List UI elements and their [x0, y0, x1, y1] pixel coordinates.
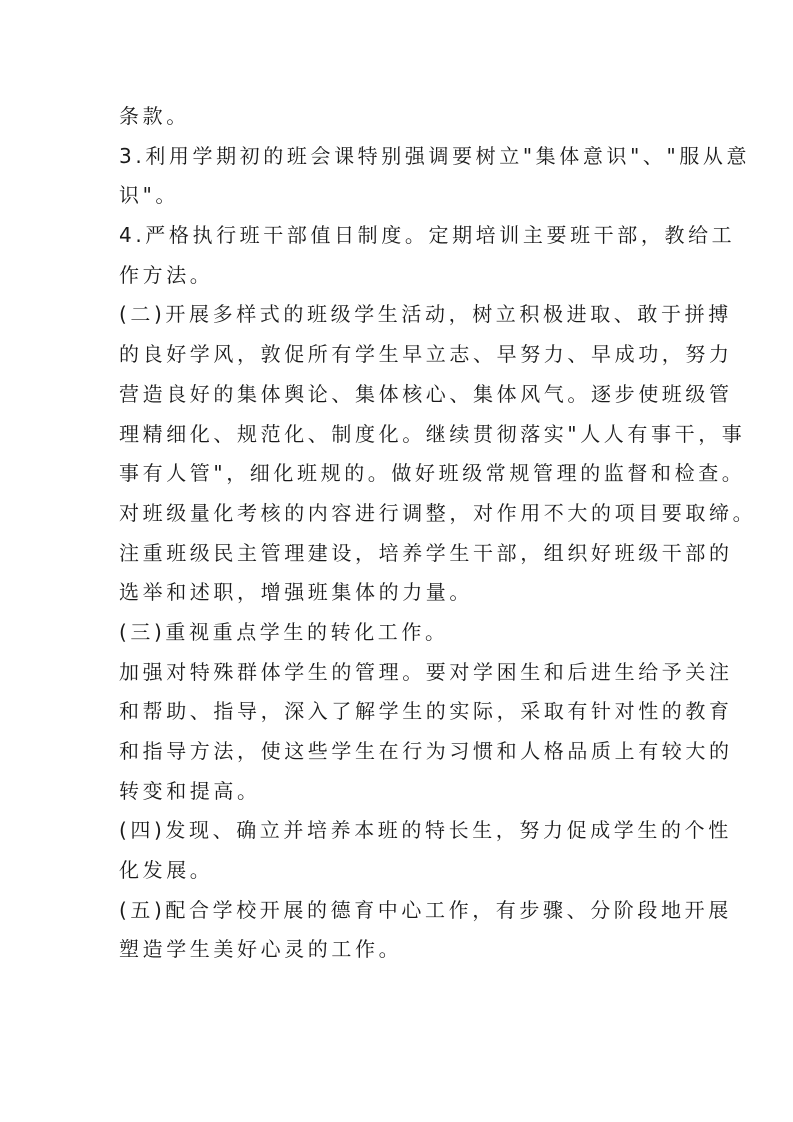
- text-line: 理精细化、规范化、制度化。继续贯彻落实"人人有事干，事: [119, 421, 746, 446]
- text-line: 转变和提高。: [119, 778, 261, 803]
- text-line: 选举和述职，增强班集体的力量。: [119, 580, 473, 605]
- text-line: 识"。: [119, 183, 179, 208]
- text-line: 塑造学生美好心灵的工作。: [119, 937, 403, 962]
- section-heading: (二)开展多样式的班级学生活动，树立积极进取、敢于拼搏: [119, 302, 732, 327]
- document-page: [119, 97, 757, 970]
- text-line: 事有人管"，细化班规的。做好班级常规管理的监督和检查。: [119, 461, 746, 486]
- text-line: 营造良好的集体舆论、集体核心、集体风气。逐步使班级管: [119, 381, 733, 406]
- section-heading: (五)配合学校开展的德育中心工作，有步骤、分阶段地开展: [119, 897, 732, 922]
- text-line: 3.利用学期初的班会课特别强调要树立"集体意识"、"服从意: [119, 143, 751, 168]
- text-line: 条款。: [119, 104, 190, 128]
- text-line: 化发展。: [119, 858, 214, 883]
- text-line: 的良好学风，敦促所有学生早立志、早努力、早成功，努力: [119, 342, 733, 367]
- text-line: 对班级量化考核的内容进行调整，对作用不大的项目要取缔。: [119, 500, 757, 525]
- text-line: 和帮助、指导，深入了解学生的实际，采取有针对性的教育: [119, 699, 733, 724]
- text-line: 4.严格执行班干部值日制度。定期培训主要班干部，教给工: [119, 223, 736, 248]
- text-line: 加强对特殊群体学生的管理。要对学困生和后进生给予关注: [119, 659, 733, 684]
- text-line: 作方法。: [119, 262, 214, 287]
- section-heading: (三)重视重点学生的转化工作。: [119, 619, 449, 644]
- section-heading: (四)发现、确立并培养本班的特长生，努力促成学生的个性: [119, 818, 732, 843]
- text-line: 注重班级民主管理建设，培养学生干部，组织好班级干部的: [119, 540, 733, 565]
- text-line: 和指导方法，使这些学生在行为习惯和人格品质上有较大的: [119, 739, 733, 763]
